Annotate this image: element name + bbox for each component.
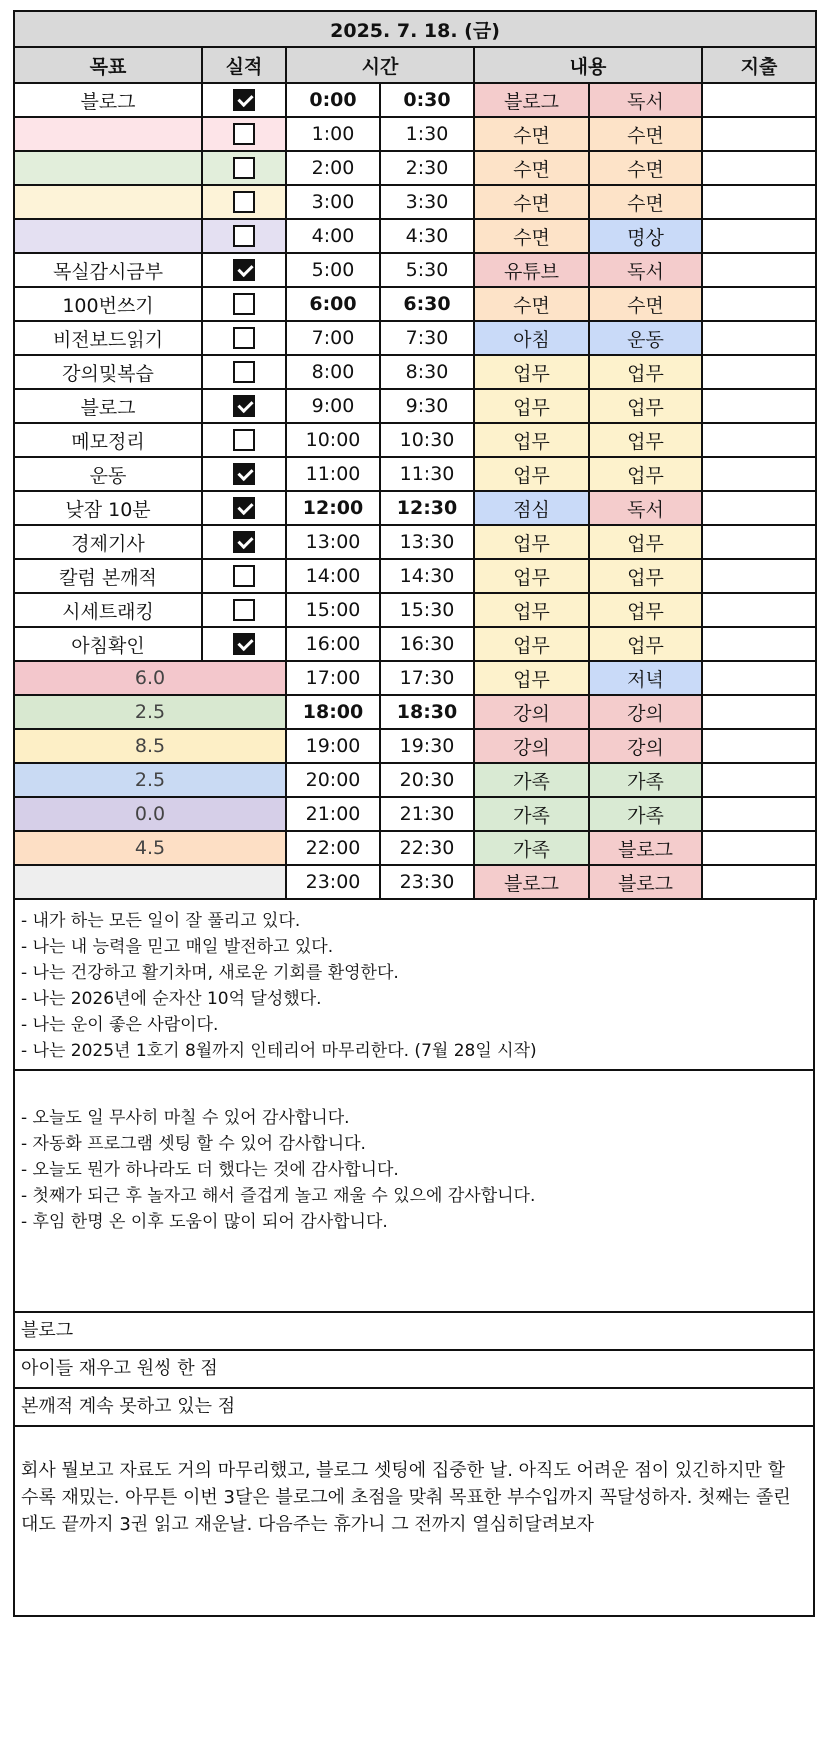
goal-cell[interactable]: 운동 [14,457,202,491]
done-cell [202,593,286,627]
activity-first-half[interactable]: 수면 [474,151,589,185]
time-end: 21:30 [380,797,474,831]
activity-first-half[interactable]: 블로그 [474,83,589,117]
time-start: 3:00 [286,185,380,219]
activity-second-half[interactable]: 수면 [589,151,702,185]
goal-cell[interactable]: 시세트래킹 [14,593,202,627]
expense-cell[interactable] [702,219,816,253]
activity-first-half[interactable]: 수면 [474,287,589,321]
time-start: 10:00 [286,423,380,457]
expense-cell[interactable] [702,117,816,151]
done-checkbox[interactable] [233,157,255,179]
done-cell [202,355,286,389]
done-checkbox[interactable] [233,293,255,315]
done-cell [202,287,286,321]
activity-first-half[interactable]: 업무 [474,423,589,457]
activity-second-half[interactable]: 독서 [589,491,702,525]
header-time: 시간 [286,47,474,83]
done-checkbox[interactable] [233,89,255,111]
time-end: 18:30 [380,695,474,729]
activity-first-half[interactable]: 점심 [474,491,589,525]
header-done: 실적 [202,47,286,83]
expense-cell[interactable] [702,83,816,117]
done-checkbox[interactable] [233,497,255,519]
time-start: 18:00 [286,695,380,729]
done-cell [202,219,286,253]
schedule-row [14,559,816,593]
done-checkbox[interactable] [233,463,255,485]
time-end: 14:30 [380,559,474,593]
expense-cell[interactable] [702,491,816,525]
schedule-row [14,117,816,151]
activity-first-half[interactable]: 업무 [474,525,589,559]
activity-second-half[interactable]: 업무 [589,355,702,389]
activity-second-half[interactable]: 운동 [589,321,702,355]
goal-cell[interactable]: 100번쓰기 [14,287,202,321]
goal-cell[interactable] [14,185,202,219]
activity-second-half[interactable]: 업무 [589,627,702,661]
header-goal: 목표 [14,47,202,83]
schedule-row [14,423,816,457]
category-total: 0.0 [14,797,286,831]
activity-first-half[interactable]: 업무 [474,355,589,389]
activity-first-half[interactable]: 가족 [474,797,589,831]
time-start: 8:00 [286,355,380,389]
activity-first-half[interactable]: 수면 [474,219,589,253]
gratitude-line: - 오늘도 뭔가 하나라도 더 했다는 것에 감사합니다. [21,1160,399,1180]
done-checkbox[interactable] [233,395,255,417]
expense-cell[interactable] [702,763,816,797]
time-end: 10:30 [380,423,474,457]
goal-cell[interactable]: 경제기사 [14,525,202,559]
time-end: 3:30 [380,185,474,219]
activity-second-half[interactable]: 독서 [589,253,702,287]
category-total: 2.5 [14,763,286,797]
done-cell [202,559,286,593]
activity-first-half[interactable]: 업무 [474,389,589,423]
category-total: 2.5 [14,695,286,729]
done-checkbox[interactable] [233,225,255,247]
done-cell [202,525,286,559]
time-end: 5:30 [380,253,474,287]
activity-second-half[interactable]: 저녁 [589,661,702,695]
activity-second-half[interactable]: 업무 [589,457,702,491]
time-start: 1:00 [286,117,380,151]
schedule-row [14,797,816,831]
activity-second-half[interactable]: 수면 [589,287,702,321]
activity-second-half[interactable]: 가족 [589,763,702,797]
goal-cell[interactable]: 강의및복습 [14,355,202,389]
activity-second-half[interactable]: 업무 [589,423,702,457]
done-checkbox[interactable] [233,259,255,281]
activity-first-half[interactable]: 수면 [474,185,589,219]
expense-cell[interactable] [702,287,816,321]
expense-cell[interactable] [702,321,816,355]
activity-first-half[interactable]: 업무 [474,559,589,593]
activity-second-half[interactable]: 수면 [589,185,702,219]
time-end: 4:30 [380,219,474,253]
expense-cell[interactable] [702,423,816,457]
done-cell [202,423,286,457]
goal-cell[interactable]: 메모정리 [14,423,202,457]
activity-second-half[interactable]: 강의 [589,695,702,729]
activity-second-half[interactable]: 독서 [589,83,702,117]
time-start: 23:00 [286,865,380,899]
improve-point-field[interactable]: 본깨적 계속 못하고 있는 점 [13,1389,815,1427]
schedule-row [14,763,816,797]
done-cell [202,491,286,525]
activity-first-half[interactable]: 업무 [474,457,589,491]
schedule-row [14,865,816,899]
done-checkbox[interactable] [233,191,255,213]
highlight-field[interactable]: 블로그 [13,1313,815,1351]
schedule-row [14,151,816,185]
schedule-row [14,695,816,729]
expense-cell[interactable] [702,185,816,219]
affirmations-box[interactable] [13,900,815,1071]
done-checkbox[interactable] [233,429,255,451]
schedule-row [14,83,816,117]
expense-cell[interactable] [702,831,816,865]
time-start: 0:00 [286,83,380,117]
time-end: 11:30 [380,457,474,491]
activity-first-half[interactable]: 강의 [474,729,589,763]
schedule-row [14,627,816,661]
schedule-row [14,525,816,559]
time-end: 7:30 [380,321,474,355]
time-start: 19:00 [286,729,380,763]
done-cell [202,185,286,219]
date-title: 2025. 7. 18. (금) [14,11,816,47]
expense-cell[interactable] [702,593,816,627]
category-total: 6.0 [14,661,286,695]
activity-first-half[interactable]: 유튜브 [474,253,589,287]
done-checkbox[interactable] [233,531,255,553]
gratitude-line: - 후임 한명 온 이후 도움이 많이 되어 감사합니다. [21,1212,388,1232]
done-checkbox[interactable] [233,327,255,349]
activity-first-half[interactable]: 수면 [474,117,589,151]
time-start: 11:00 [286,457,380,491]
done-cell [202,117,286,151]
goal-cell[interactable]: 칼럼 본깨적 [14,559,202,593]
time-end: 15:30 [380,593,474,627]
gratitude-line: - 자동화 프로그램 셋팅 할 수 있어 감사합니다. [21,1134,366,1154]
time-start: 15:00 [286,593,380,627]
expense-cell[interactable] [702,389,816,423]
activity-second-half[interactable]: 업무 [589,389,702,423]
header-expense: 지출 [702,47,816,83]
affirmation-line: - 나는 건강하고 활기차며, 새로운 기회를 환영한다. [21,963,399,983]
goal-cell[interactable] [14,219,202,253]
time-start: 20:00 [286,763,380,797]
time-end: 8:30 [380,355,474,389]
expense-cell[interactable] [702,695,816,729]
time-end: 2:30 [380,151,474,185]
time-start: 9:00 [286,389,380,423]
time-end: 23:30 [380,865,474,899]
expense-cell[interactable] [702,729,816,763]
goal-cell[interactable] [14,117,202,151]
journal-line: 회사 뭘보고 자료도 거의 마무리했고, 블로그 셋팅에 집중한 날. 아직도 어려운 점이 있긴 [21,1460,710,1481]
done-cell [202,321,286,355]
activity-second-half[interactable]: 업무 [589,559,702,593]
expense-cell[interactable] [702,253,816,287]
done-checkbox[interactable] [233,599,255,621]
done-checkbox[interactable] [233,123,255,145]
time-start: 13:00 [286,525,380,559]
goal-cell[interactable]: 블로그 [14,389,202,423]
activity-second-half[interactable]: 블로그 [589,831,702,865]
activity-second-half[interactable]: 강의 [589,729,702,763]
time-end: 17:30 [380,661,474,695]
header-content: 내용 [474,47,702,83]
schedule-row [14,355,816,389]
category-total: 4.5 [14,831,286,865]
schedule-row [14,219,816,253]
time-start: 22:00 [286,831,380,865]
goal-cell[interactable] [14,151,202,185]
done-cell [202,389,286,423]
activity-first-half[interactable]: 아침 [474,321,589,355]
schedule-row [14,831,816,865]
activity-second-half[interactable]: 블로그 [589,865,702,899]
expense-cell[interactable] [702,355,816,389]
schedule-row [14,321,816,355]
time-end: 19:30 [380,729,474,763]
done-checkbox[interactable] [233,633,255,655]
goal-cell[interactable]: 목실감시금부 [14,253,202,287]
time-end: 0:30 [380,83,474,117]
schedule-row [14,593,816,627]
time-end: 13:30 [380,525,474,559]
goal-cell[interactable]: 블로그 [14,83,202,117]
activity-second-half[interactable]: 수면 [589,117,702,151]
time-end: 20:30 [380,763,474,797]
journal-line: 하지만 할 수록 재밌는. 아무튼 이번 3달은 블로그에 초점을 맞춰 목표한 부수입까지 꼭 [21,1460,785,1508]
expense-cell[interactable] [702,559,816,593]
schedule-row [14,287,816,321]
time-start: 4:00 [286,219,380,253]
affirmation-line: - 내가 하는 모든 일이 잘 풀리고 있다. [21,911,301,931]
done-cell [202,457,286,491]
time-start: 17:00 [286,661,380,695]
activity-second-half[interactable]: 명상 [589,219,702,253]
goal-cell[interactable]: 비전보드읽기 [14,321,202,355]
expense-cell[interactable] [702,627,816,661]
schedule-row [14,661,816,695]
time-end: 1:30 [380,117,474,151]
expense-cell[interactable] [702,865,816,899]
affirmation-line: - 나는 내 능력을 믿고 매일 발전하고 있다. [21,937,334,957]
category-total [14,865,286,899]
time-start: 16:00 [286,627,380,661]
schedule-row [14,389,816,423]
expense-cell[interactable] [702,457,816,491]
journal-line: 달성하자. 첫째는 졸린대도 끝까지 3권 읽고 재운날. 다음주는 휴가니 그 전까지 열심히 [21,1487,791,1535]
activity-first-half[interactable]: 업무 [474,593,589,627]
schedule-row [14,729,816,763]
activity-first-half[interactable]: 가족 [474,831,589,865]
schedule-table [13,10,817,900]
done-cell [202,151,286,185]
time-end: 22:30 [380,831,474,865]
goal-cell[interactable]: 아침확인 [14,627,202,661]
goal-cell[interactable]: 낮잠 10분 [14,491,202,525]
schedule-row [14,185,816,219]
time-end: 16:30 [380,627,474,661]
gratitude-box[interactable] [13,1071,815,1313]
gratitude-line: - 첫째가 되근 후 놀자고 해서 즐겁게 놀고 재울 수 있으에 감사합니다. [21,1186,536,1206]
done-checkbox[interactable] [233,565,255,587]
time-start: 14:00 [286,559,380,593]
time-start: 21:00 [286,797,380,831]
time-start: 12:00 [286,491,380,525]
activity-second-half[interactable]: 업무 [589,525,702,559]
schedule-row [14,457,816,491]
activity-second-half[interactable]: 가족 [589,797,702,831]
done-cell [202,627,286,661]
activity-first-half[interactable]: 업무 [474,661,589,695]
time-start: 6:00 [286,287,380,321]
time-end: 6:30 [380,287,474,321]
time-start: 7:00 [286,321,380,355]
affirmation-line: - 나는 2026년에 순자산 10억 달성했다. [21,989,322,1009]
journal-line: 달려보자 [524,1514,594,1535]
activity-first-half[interactable]: 업무 [474,627,589,661]
time-start: 2:00 [286,151,380,185]
activity-first-half[interactable]: 블로그 [474,865,589,899]
done-cell [202,83,286,117]
done-cell [202,253,286,287]
expense-cell[interactable] [702,525,816,559]
done-checkbox[interactable] [233,361,255,383]
affirmation-line: - 나는 2025년 1호기 8월까지 인테리어 마무리한다. (7월 28일 시작) [21,1041,537,1061]
time-end: 12:30 [380,491,474,525]
activity-first-half[interactable]: 강의 [474,695,589,729]
affirmation-line: - 나는 운이 좋은 사람이다. [21,1015,219,1035]
activity-first-half[interactable]: 가족 [474,763,589,797]
category-total: 8.5 [14,729,286,763]
expense-cell[interactable] [702,797,816,831]
activity-second-half[interactable]: 업무 [589,593,702,627]
schedule-row [14,253,816,287]
time-end: 9:30 [380,389,474,423]
expense-cell[interactable] [702,661,816,695]
good-point-field[interactable]: 아이들 재우고 원씽 한 점 [13,1351,815,1389]
journal-box[interactable] [13,1427,815,1617]
daily-planner-sheet [13,10,815,1617]
gratitude-line: - 오늘도 일 무사히 마칠 수 있어 감사합니다. [21,1108,350,1128]
time-start: 5:00 [286,253,380,287]
schedule-row [14,491,816,525]
expense-cell[interactable] [702,151,816,185]
